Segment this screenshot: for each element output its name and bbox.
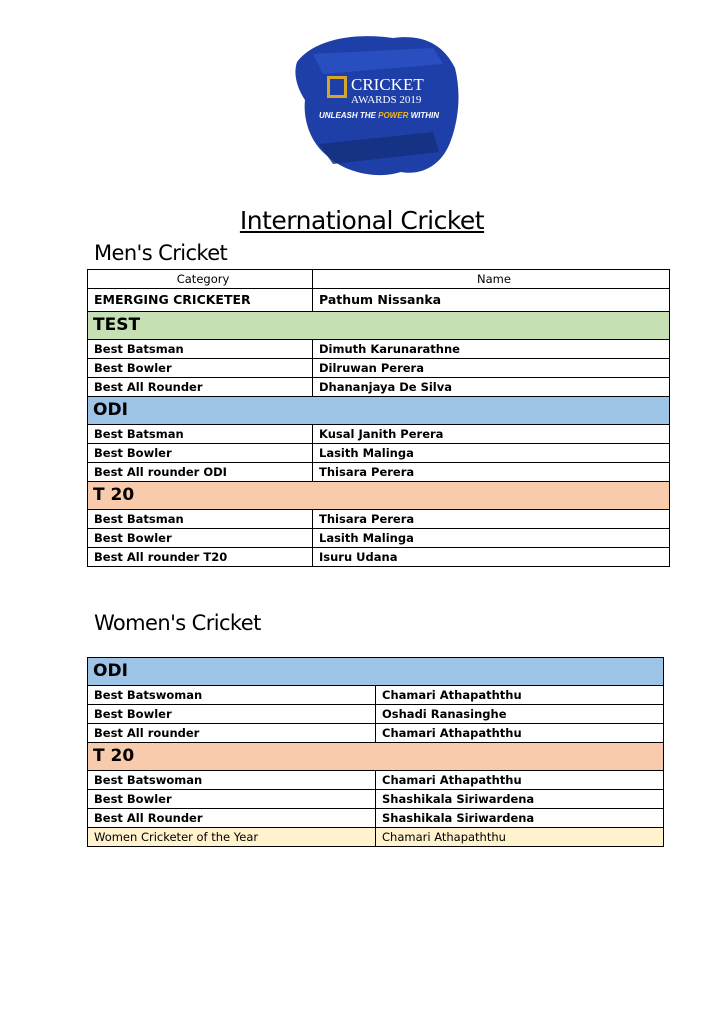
emblem-inner bbox=[330, 79, 344, 95]
table-row bbox=[88, 724, 664, 743]
section-title: ODI bbox=[88, 397, 670, 425]
award-category: Best All rounder T20 bbox=[88, 548, 313, 567]
award-category: Best All rounder ODI bbox=[88, 463, 313, 482]
table-row bbox=[88, 510, 670, 529]
award-winner: Thisara Perera bbox=[313, 463, 670, 482]
award-winner: Thisara Perera bbox=[313, 510, 670, 529]
award-winner: Lasith Malinga bbox=[313, 529, 670, 548]
table-row bbox=[88, 809, 664, 828]
award-category: Best Bowler bbox=[88, 359, 313, 378]
award-winner: Dhananjaya De Silva bbox=[313, 378, 670, 397]
logo-graphic bbox=[283, 14, 469, 194]
award-winner: Dimuth Karunarathne bbox=[313, 340, 670, 359]
award-winner: Shashikala Siriwardena bbox=[376, 809, 664, 828]
table-row bbox=[88, 378, 670, 397]
award-category: Best Bowler bbox=[88, 529, 313, 548]
award-winner: Chamari Athapaththu bbox=[376, 828, 664, 847]
table-row bbox=[88, 529, 670, 548]
womens-cricket-heading: Women's Cricket bbox=[94, 611, 261, 635]
award-category: Women Cricketer of the Year bbox=[88, 828, 376, 847]
section-title: ODI bbox=[88, 658, 664, 686]
name-header: Name bbox=[313, 270, 670, 289]
award-winner: Chamari Athapaththu bbox=[376, 686, 664, 705]
award-category: Best Bowler bbox=[88, 790, 376, 809]
award-winner: Chamari Athapaththu bbox=[376, 771, 664, 790]
table-row bbox=[88, 705, 664, 724]
award-category: Best Batsman bbox=[88, 340, 313, 359]
award-category: Best All rounder bbox=[88, 724, 376, 743]
logo-line1: CRICKET bbox=[351, 75, 424, 94]
section-title: T 20 bbox=[88, 482, 670, 510]
table-row bbox=[88, 289, 670, 312]
table-row-highlight bbox=[88, 828, 664, 847]
cricket-awards-logo bbox=[283, 14, 469, 194]
award-winner: Isuru Udana bbox=[313, 548, 670, 567]
section-title: T 20 bbox=[88, 743, 664, 771]
award-winner: Shashikala Siriwardena bbox=[376, 790, 664, 809]
section-row-t20 bbox=[88, 743, 664, 771]
table-row bbox=[88, 425, 670, 444]
table-row bbox=[88, 771, 664, 790]
table-row bbox=[88, 359, 670, 378]
category-header: Category bbox=[88, 270, 313, 289]
table-row bbox=[88, 790, 664, 809]
table-header bbox=[88, 270, 670, 289]
award-category: Best All Rounder bbox=[88, 378, 313, 397]
award-category: Best Bowler bbox=[88, 444, 313, 463]
table-row bbox=[88, 340, 670, 359]
logo-tagline: UNLEASH THE POWER WITHIN bbox=[319, 111, 440, 120]
award-category: EMERGING CRICKETER bbox=[88, 289, 313, 312]
logo-line2: AWARDS 2019 bbox=[351, 94, 422, 106]
award-winner: Chamari Athapaththu bbox=[376, 724, 664, 743]
award-winner: Oshadi Ranasinghe bbox=[376, 705, 664, 724]
table-row bbox=[88, 444, 670, 463]
award-category: Best All Rounder bbox=[88, 809, 376, 828]
award-winner: Lasith Malinga bbox=[313, 444, 670, 463]
award-winner: Kusal Janith Perera bbox=[313, 425, 670, 444]
section-row-odi bbox=[88, 397, 670, 425]
table-row bbox=[88, 463, 670, 482]
award-category: Best Batsman bbox=[88, 425, 313, 444]
womens-awards-table bbox=[87, 657, 664, 847]
section-row-t20 bbox=[88, 482, 670, 510]
table-row bbox=[88, 548, 670, 567]
mens-cricket-heading: Men's Cricket bbox=[94, 241, 228, 265]
table-row bbox=[88, 686, 664, 705]
section-title: TEST bbox=[88, 312, 670, 340]
section-row-test bbox=[88, 312, 670, 340]
award-category: Best Batsman bbox=[88, 510, 313, 529]
award-winner: Dilruwan Perera bbox=[313, 359, 670, 378]
award-category: Best Batswoman bbox=[88, 686, 376, 705]
award-category: Best Batswoman bbox=[88, 771, 376, 790]
award-category: Best Bowler bbox=[88, 705, 376, 724]
mens-awards-table bbox=[87, 269, 670, 567]
award-winner: Pathum Nissanka bbox=[313, 289, 670, 312]
section-row-odi bbox=[88, 658, 664, 686]
page-title: International Cricket bbox=[239, 206, 485, 235]
